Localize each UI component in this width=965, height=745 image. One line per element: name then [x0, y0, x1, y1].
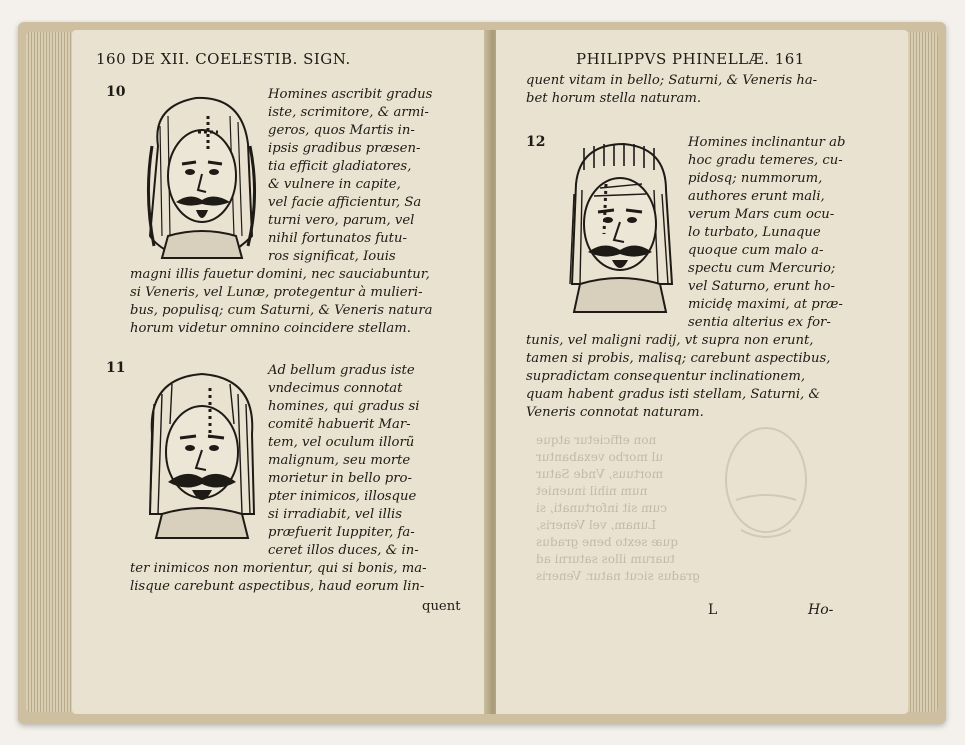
- woodcut-portrait-10: [138, 86, 266, 262]
- text-line: horum videtur omnino coincidere stellam.: [130, 321, 411, 336]
- left-page: [72, 30, 490, 714]
- entry-10-number: 10: [106, 84, 126, 100]
- text-line: si irradiabit, vel illis: [268, 507, 403, 522]
- entry-12-number: 12: [526, 134, 546, 150]
- text-line: verum Mars cum ocu-: [688, 207, 835, 222]
- show-through-line: non efficietur atque: [536, 433, 657, 447]
- right-page: [496, 30, 908, 714]
- text-line: supradictam consequentur inclinationem,: [526, 369, 806, 384]
- text-line: præfuerit Iuppiter, fa-: [268, 525, 415, 540]
- text-line: iste, scrimitore, & armi-: [268, 105, 429, 120]
- text-line: comitẽ habuerit Mar-: [268, 417, 411, 432]
- text-line: tia efficit gladiatores,: [268, 159, 412, 174]
- text-line: tem, vel oculum illorũ: [268, 435, 415, 450]
- woodcut-portrait-12: [554, 134, 686, 314]
- left-catchword: quent: [422, 599, 461, 614]
- text-line: micidę maximi, at præ-: [688, 297, 843, 312]
- show-through-portrait: [711, 420, 821, 550]
- text-line: homines, qui gradus si: [268, 399, 420, 414]
- text-line: quam habent gradus isti stellam, Saturni, &: [526, 387, 821, 402]
- right-running-head: PHILIPPVS PHINELLÆ. 161: [576, 50, 805, 68]
- text-line: authores erunt mali,: [688, 189, 825, 204]
- show-through-line: ul morbo vexabantur: [536, 450, 664, 464]
- text-line: bus, populisq; cum Saturni, & Veneris natura: [130, 303, 433, 318]
- text-line: bet horum stella naturam.: [526, 91, 702, 106]
- right-page-edges: [908, 32, 938, 712]
- text-line: morietur in bello pro-: [268, 471, 412, 486]
- right-catchword: Ho-: [808, 602, 834, 618]
- open-book: [18, 22, 946, 724]
- text-line: Veneris connotat naturam.: [526, 405, 704, 420]
- text-line: Ad bellum gradus iste: [268, 363, 415, 378]
- show-through-line: num nihil inueniet: [536, 484, 648, 498]
- text-line: lo turbato, Lunaque: [688, 225, 821, 240]
- left-page-edges: [26, 32, 72, 712]
- text-line: hoc gradu temeres, cu-: [688, 153, 843, 168]
- text-line: vel Saturno, erunt ho-: [688, 279, 835, 294]
- show-through-line: mortuus, Vnde Satur: [536, 467, 664, 481]
- left-running-head: 160 DE XII. COELESTIB. SIGN.: [96, 50, 351, 68]
- text-line: tamen si probis, malisq; carebunt aspectibus,: [526, 351, 831, 366]
- text-line: quent vitam in bello; Saturni, & Veneris ha-: [526, 73, 818, 88]
- text-line: malignum, seu morte: [268, 453, 411, 468]
- text-line: nihil fortunatos futu-: [268, 231, 407, 246]
- text-line: ros significat, Iouis: [268, 249, 396, 264]
- show-through-line: cum sit infortunati, si: [536, 501, 667, 515]
- show-through-line: tuarum illos saturni ad: [536, 552, 675, 566]
- text-line: ipsis gradibus præsen-: [268, 141, 421, 156]
- text-line: turni vero, parum, vel: [268, 213, 415, 228]
- text-line: vndecimus connotat: [268, 381, 403, 396]
- text-line: vel facie afficientur, Sa: [268, 195, 422, 210]
- show-through-line: quæ sexto bene gradus: [536, 535, 678, 549]
- text-line: quoque cum malo a-: [688, 243, 824, 258]
- entry-11-number: 11: [106, 360, 126, 376]
- text-line: tunis, vel maligni radij, vt supra non erunt,: [526, 333, 814, 348]
- text-line: geros, quos Martis in-: [268, 123, 415, 138]
- text-line: si Veneris, vel Lunæ, protegentur à mulieri-: [130, 285, 423, 300]
- text-line: spectu cum Mercurio;: [688, 261, 836, 276]
- show-through-line: gradus sicut natur. Veneris: [536, 569, 700, 583]
- show-through-line: Lunam, vel Veneris,: [536, 518, 657, 532]
- text-line: pter inimicos, illosque: [268, 489, 417, 504]
- text-line: pidosq; nummorum,: [688, 171, 823, 186]
- text-line: sentia alterius ex for-: [688, 315, 831, 330]
- text-line: Homines ascribit gradus: [268, 87, 433, 102]
- text-line: ter inimicos non morientur, qui si bonis, ma-: [130, 561, 427, 576]
- text-line: magni illis fauetur domini, nec sauciabuntur,: [130, 267, 430, 282]
- woodcut-portrait-11: [138, 364, 266, 540]
- text-line: & vulnere in capite,: [268, 177, 401, 192]
- text-line: lisque carebunt aspectibus, haud eorum lin-: [130, 579, 425, 594]
- text-line: ceret illos duces, & in-: [268, 543, 419, 558]
- text-line: Homines inclinantur ab: [688, 135, 846, 150]
- signature-mark: L: [708, 602, 718, 618]
